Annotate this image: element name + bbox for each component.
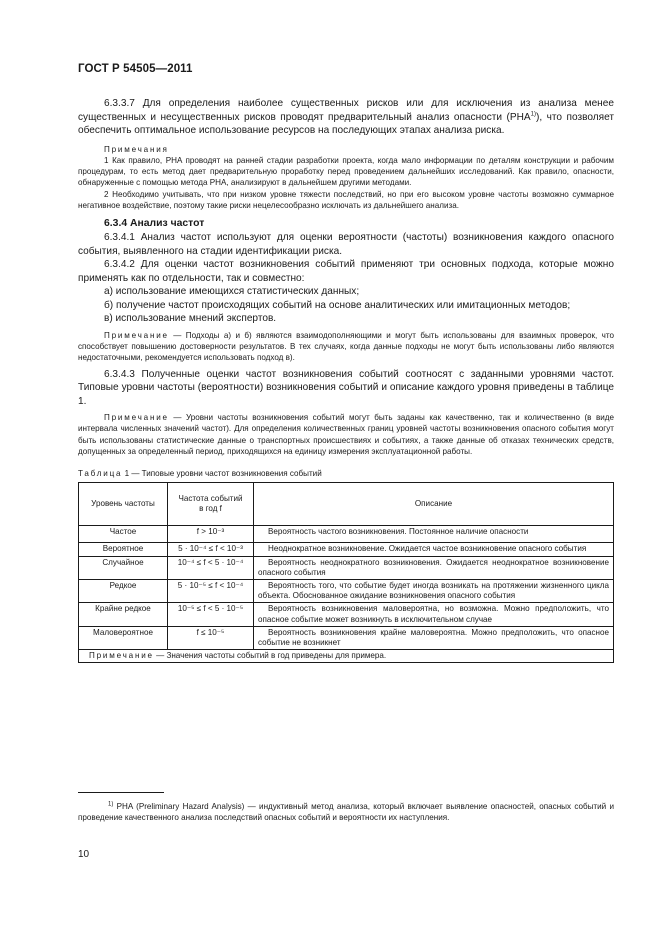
paragraph-6-3-4-1: 6.3.4.1 Анализ частот используют для оценки вероятности (частоты) возникновения каждого опасного события, выявленного на стадии идентификации риска.	[78, 232, 614, 257]
paragraph-6-3-4-2: 6.3.4.2 Для оценки частот возникновения событий применяют три основных подхода, которые можно применять как по отдельности, так и совместно:	[78, 259, 614, 284]
table-row	[79, 626, 614, 649]
paragraph-6-3-4-3: 6.3.4.3 Полученные оценки частот возникновения событий соотносят с заданными уровнями частот. Типовые уровни частоты (вероятности) возникновения событий и описание каждого уровня приведены в таблице 1.	[78, 368, 614, 407]
cell-level: Крайне редкое	[79, 603, 168, 626]
cell-range: f > 10⁻³	[168, 526, 254, 543]
notes-title: Примечания	[104, 144, 169, 154]
table-caption-label: Таблица	[78, 469, 123, 479]
table-note-row	[79, 650, 614, 663]
note-label: Примечание	[104, 413, 169, 423]
header-level: Уровень частоты	[79, 483, 168, 526]
cell-description: Вероятность неоднократного возникновения. Ожидается неоднократное возникновение опасного события	[254, 556, 614, 579]
cell-level: Редкое	[79, 579, 168, 602]
footnote-divider	[78, 792, 164, 793]
paragraph-6-3-3-7	[78, 97, 614, 138]
cell-description: Вероятность возникновения крайне маловероятна. Можно предположить, что опасное событие не возникнет	[254, 626, 614, 649]
note-label: Примечание	[104, 330, 169, 340]
header-frequency	[168, 483, 254, 526]
table-row	[79, 579, 614, 602]
footnote-marker: 1)	[108, 801, 114, 808]
footnote	[78, 801, 614, 824]
table-header-row	[79, 483, 614, 526]
table-caption-text: 1 — Типовые уровни частот возникновения событий	[122, 469, 322, 479]
list-item-c: в) использование мнений экспертов.	[104, 313, 277, 325]
table-row	[79, 543, 614, 556]
cell-description: Вероятность частого возникновения. Постоянное наличие опасности	[254, 526, 614, 543]
header-frequency-line2: в год f	[199, 504, 222, 514]
cell-range: 10⁻⁴ ≤ f < 5 · 10⁻⁴	[168, 556, 254, 579]
note-levels	[78, 412, 614, 457]
page-content	[78, 97, 614, 663]
header-frequency-line1: Частота событий	[178, 494, 243, 504]
table-row	[79, 556, 614, 579]
note-1: 1 Как правило, PHA проводят на ранней стадии разработки проекта, когда мало информации по деталям конструкции и рабочим процедурам, то есть метод дает предварительную проработку перед проведением дальнейших исследований. Как правило, опасности, обнаруженные с помощью метода PHA, анализируют в дальнейшем другими методами.	[78, 155, 614, 188]
cell-description: Неоднократное возникновение. Ожидается частое возникновение опасного события	[254, 543, 614, 556]
table-note-label: Примечание	[89, 651, 154, 661]
section-heading-6-3-4: 6.3.4 Анализ частот	[104, 218, 205, 230]
paragraph-text: ), что позволяет обеспечить оптимальное использование ресурсов на последующих этапах анализа риска.	[78, 111, 614, 136]
document-header: ГОСТ Р 54505—2011	[78, 63, 193, 75]
cell-range: f ≤ 10⁻⁵	[168, 626, 254, 649]
paragraph-text: 6.3.3.7 Для определения наиболее существенных рисков или для исключения из анализа менее существенных и несущественных рисков проводят предварительный анализ опасности (PHA	[78, 98, 614, 123]
cell-level: Частое	[79, 526, 168, 543]
table-note	[79, 650, 614, 663]
cell-range: 10⁻⁵ ≤ f < 5 · 10⁻⁵	[168, 603, 254, 626]
footnote-ref: 1)	[530, 111, 536, 118]
cell-description: Вероятность возникновения маловероятна, но возможна. Можно предположить, что опасное событие может возникнуть в исключительном случае	[254, 603, 614, 626]
table-row	[79, 603, 614, 626]
frequency-levels-table	[78, 482, 614, 663]
note-text: — Подходы а) и б) являются взаимодополняющими и могут быть использованы для взаимных проверок, что способствует повышению достоверности результатов. В тех случаях, когда данные подходы не могут быть использованы либо являются недостаточными, рекомендуется использовать подход в).	[78, 330, 614, 363]
cell-range: 5 · 10⁻⁴ ≤ f < 10⁻³	[168, 543, 254, 556]
page-number: 10	[78, 849, 90, 860]
header-description: Описание	[254, 483, 614, 526]
table-note-text: — Значения частоты событий в год приведены для примера.	[153, 651, 387, 661]
note-approaches	[78, 330, 614, 364]
footnote-text: PHA (Preliminary Hazard Analysis) — индуктивный метод анализа, который включает выявление опасностей, опасных событий и проведение качественного анализа последствий опасных событий и вероятности их наступления.	[78, 802, 614, 823]
note-text: — Уровни частоты возникновения событий могут быть заданы как качественно, так и количественно (в виде интервала численных значений частот). Для определения количественных границ уровней частоты возникновения опасного события могут быть использованы статистические данные о транспортных происшествиях и событиях, а также данные об отказах технических средств, допущенных за определенный период, приходящихся на единицу измерения эксплуатационной работы.	[78, 413, 614, 457]
list-item-b: б) получение частот происходящих событий на основе аналитических или имитационных методов;	[104, 299, 571, 311]
table-caption	[78, 468, 614, 479]
table-row	[79, 526, 614, 543]
list-item-a: а) использование имеющихся статистических данных;	[104, 286, 360, 298]
cell-level: Маловероятное	[79, 626, 168, 649]
note-2: 2 Необходимо учитывать, что при низком уровне тяжести последствий, но при его высоком уровне частоты возможно суммарное негативное воздействие, поэтому такие риски нецелесообразно исключать из дальнейшего анализа.	[78, 189, 614, 210]
cell-range: 5 · 10⁻⁵ ≤ f < 10⁻⁴	[168, 579, 254, 602]
cell-level: Случайное	[79, 556, 168, 579]
cell-level: Вероятное	[79, 543, 168, 556]
cell-description: Вероятность того, что событие будет иногда возникать на протяжении жизненного цикла объекта. Обоснованное ожидание возникновения опасного события	[254, 579, 614, 602]
